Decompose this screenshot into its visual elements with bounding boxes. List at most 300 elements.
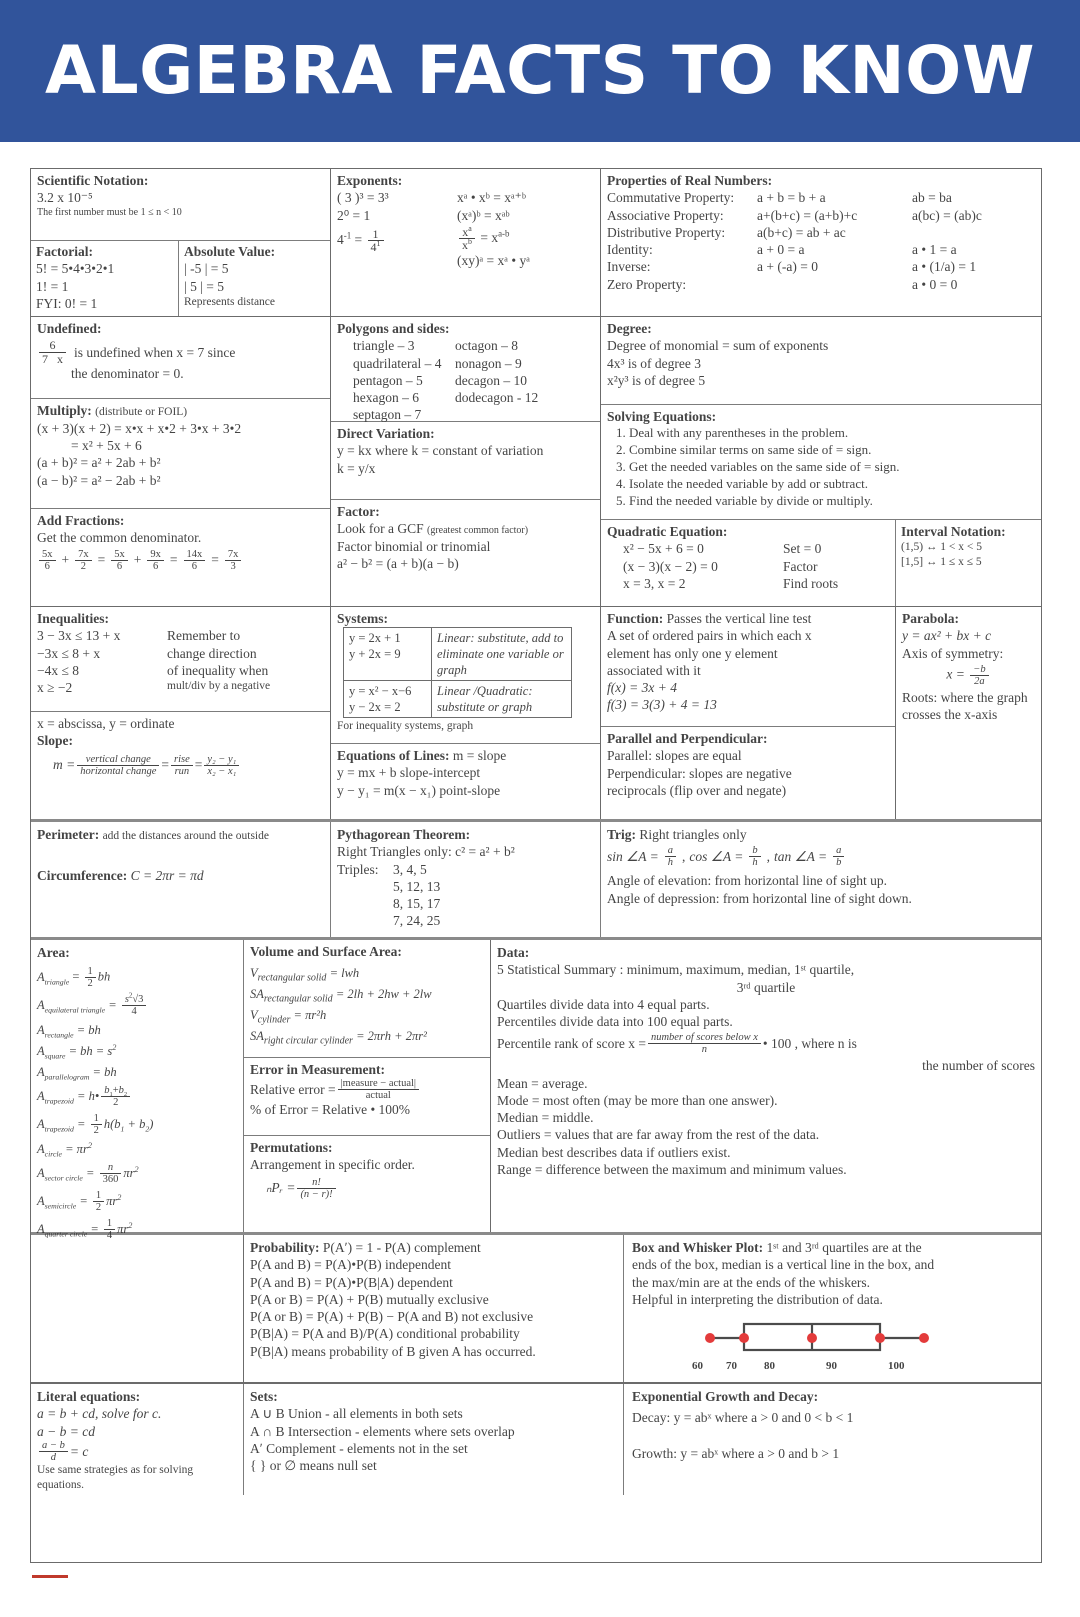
multiply-line-3: (a + b)² = a² + 2ab + b² [37, 455, 161, 471]
band-row-1 [31, 169, 1041, 317]
section-factorial-absolute [31, 241, 330, 316]
inequality-equation: −3x ≤ 8 + x [37, 645, 101, 661]
box-plot-svg [692, 1314, 942, 1356]
quadratic-note: Factor [783, 558, 818, 574]
property-row [607, 189, 1036, 206]
multiply-line-4: (a − b)² = a² − 2ab + b² [37, 472, 161, 488]
axis-label: 70 [726, 1360, 737, 1373]
parallel-perp-title: Parallel and Perpendicular: [607, 731, 768, 746]
col-2c [601, 317, 1041, 606]
col-2a [31, 317, 331, 606]
exponents-right-1: (xᵃ)ᵇ = xᵃᵇ [457, 207, 510, 223]
col-6a [31, 1235, 244, 1382]
solving-step: 5. Find the needed variable by divide or multiply. [629, 493, 1036, 510]
percentile-rank-label: Percentile rank of score x = [497, 1036, 646, 1052]
probability-title: Probability: [250, 1240, 320, 1255]
probability-line-6: P(B|A) means probability of B given A has occurred. [250, 1343, 536, 1359]
property-value-a: a+(b+c) = (a+b)+c [757, 207, 858, 223]
direct-variation-title: Direct Variation: [337, 426, 435, 441]
solving-step: 3. Get the needed variables on the same side of = sign. [629, 459, 1036, 476]
facts-grid [30, 168, 1042, 1563]
tan-numerator: a [833, 845, 844, 857]
add-fractions-subtitle: Get the common denominator. [37, 530, 202, 546]
max-point [919, 1333, 929, 1343]
function-line-3: associated with it [607, 662, 701, 678]
inequality-row [37, 627, 325, 644]
volume-equation: = πr²h [293, 1008, 327, 1023]
function-heading [607, 610, 890, 627]
relative-error-denominator: actual [365, 1090, 391, 1102]
inequality-note: Remember to [167, 628, 241, 644]
factorial-title: Factorial: [36, 244, 93, 259]
exponential-growth: Growth: y = abˣ where a > 0 and b > 1 [632, 1445, 840, 1461]
property-value-a: a + 0 = a [757, 242, 805, 258]
polygon-item: decagon – 10 [455, 372, 527, 388]
solving-step: 2. Combine similar terms on same side of = sign. [629, 442, 1036, 459]
area-subscript: trapezoid [44, 1124, 74, 1134]
col-3a [31, 607, 331, 819]
system-equation-1: y = 2x + 1 [349, 631, 401, 646]
factorial-line-1: 5! = 5•4•3•2•1 [36, 261, 115, 277]
exponential-title: Exponential Growth and Decay: [632, 1389, 819, 1404]
triple-item: 8, 15, 17 [393, 896, 441, 912]
parabola-denominator: 2a [974, 675, 985, 687]
quadratic-equation: x = 3, x = 2 [623, 575, 686, 591]
equations-lines-line-2: y − y₁ = m(x − x₁) point-slope [337, 782, 501, 798]
permutations-title: Permutations: [250, 1140, 333, 1155]
exponents-title: Exponents: [337, 173, 403, 188]
section-sets [244, 1384, 624, 1495]
system-equation-2: y + 2x = 9 [349, 647, 401, 662]
data-line-2: Quartiles divide data into 4 equal parts. [497, 996, 710, 1012]
quadratic-row [607, 558, 889, 575]
percentile-numerator: number of scores below x [648, 1032, 761, 1044]
polygon-item: pentagon – 5 [353, 372, 423, 388]
q1-point [739, 1333, 749, 1343]
area-formula: $A_{circle} = \pi r^2$ [37, 1141, 92, 1159]
inequalities-title: Inequalities: [37, 611, 110, 626]
trig-ratios: sin ∠A = $\frac{a}{h}$ , cos ∠A = $\frac{b}{h}$ , tan ∠A = $\frac{a}{b}$ [607, 845, 1035, 868]
data-median-note: Median best describes data if outliers exist. [497, 1144, 731, 1160]
solving-equations-steps [607, 425, 1036, 509]
multiply-line-2: = x² + 5x + 6 [71, 437, 142, 453]
inequality-equation: 3 − 3x ≤ 13 + x [37, 628, 121, 644]
parabola-title: Parabola: [902, 611, 959, 626]
percentile-denominator: n [701, 1044, 708, 1056]
area-formula: $A_{quarter circle}$ = $\frac{1}{4}$ $\pi r^2$ [37, 1218, 133, 1242]
sin-denominator: h [667, 857, 673, 869]
inequality-row [37, 645, 325, 662]
exponents-right-0: xᵃ • xᵇ = xᵃ⁺ᵇ [457, 190, 526, 206]
section-inequalities [31, 607, 330, 712]
band-row-6 [31, 1235, 1041, 1383]
area-formula: $A_{parallelogram}$ = bh [37, 1065, 117, 1082]
section-direct-variation [331, 422, 600, 500]
section-polygons [331, 317, 600, 422]
properties-title: Properties of Real Numbers: [607, 173, 773, 188]
sets-line-4: { } or ∅ means null set [250, 1458, 377, 1474]
fraction-numerator: 14x [184, 549, 206, 561]
property-value-b: a • 0 = 0 [912, 276, 958, 292]
slope-f1-denominator: horizontal change [80, 765, 157, 777]
absolute-value-line-3: Represents distance [184, 295, 276, 308]
cos-denominator: h [752, 857, 758, 869]
property-value-b: ab = ba [912, 190, 952, 206]
interval-notation-line-1: (1,5) ↔ 1 < x < 5 [901, 541, 983, 554]
properties-rows [607, 189, 1036, 293]
volume-formula: $SA_{rectangular solid} = 2lh + 2hw + 2lw$ [250, 987, 432, 1005]
section-systems [331, 607, 600, 744]
parabola-line-3: Roots: where the graph crosses the x-axis [902, 689, 1028, 723]
volume-equation: = lwh [329, 966, 360, 981]
section-box-whisker [624, 1235, 1041, 1382]
area-formula: $A_{sector circle}$ = $\frac{n}{360}$ $\pi r^2$ [37, 1162, 139, 1186]
section-volume-surface-area [244, 940, 490, 1058]
section-scientific-notation [31, 169, 330, 241]
area-subscript: trapezoid [44, 1096, 74, 1106]
data-mode: Mode = most often (may be more than one answer). [497, 1092, 778, 1108]
angle-depression: Angle of depression: from horizontal line of sight down. [607, 890, 912, 906]
exponential-decay: Decay: y = abˣ where a > 0 and 0 < b < 1 [632, 1410, 854, 1426]
q3-point [875, 1333, 885, 1343]
permutations-formula-left: ₙPᵣ = [266, 1180, 296, 1196]
volume-equation: = 2πrh + 2πr² [356, 1029, 427, 1044]
section-parabola [896, 607, 1041, 819]
systems-description: Linear /Quadratic: substitute or graph [432, 681, 572, 718]
exponents-left-2: $4^{-1}$ = $\frac{1}{4^1}$ [337, 228, 457, 254]
direct-variation-line-2: k = y/x [337, 460, 376, 476]
factor-line-3: a² − b² = (a + b)(a − b) [337, 556, 459, 572]
literal-line-3 [37, 1440, 237, 1463]
box-whisker-heading [632, 1239, 1033, 1256]
property-name: Distributive Property: [607, 224, 726, 240]
area-subscript: square [44, 1051, 66, 1061]
page-header-banner [0, 0, 1080, 142]
literal-line-2: a − b = cd [37, 1423, 95, 1439]
circumference-row [37, 867, 324, 884]
pythagorean-line-1: Right Triangles only: c² = a² + b² [337, 844, 515, 860]
fraction-denominator: 6 [191, 560, 197, 572]
literal-line-1: a = b + cd, solve for c. [37, 1406, 162, 1422]
data-outliers: Outliers = values that are far away from the rest of the data. [497, 1127, 820, 1143]
area-formula: $A_{equilateral triangle}$ = $\frac{s^2√3}{4}$ [37, 994, 237, 1017]
inequality-equation: x ≥ −2 [37, 680, 73, 696]
property-row [607, 207, 1036, 224]
probability-line-5: P(B|A) = P(A and B)/P(A) conditional probability [250, 1326, 520, 1342]
area-subscript: quarter circle [44, 1229, 88, 1239]
band-row-7 [31, 1383, 1041, 1495]
slope-f2-numerator: rise [171, 754, 193, 766]
undefined-text-b: the denominator = 0. [71, 366, 184, 382]
function-subtitle: Passes the vertical line test [666, 611, 812, 626]
polygon-item: hexagon – 6 [353, 390, 419, 406]
section-quadratic-interval [601, 520, 1041, 606]
section-trig [601, 822, 1041, 937]
factor-line-1-main: Look for a GCF [337, 521, 424, 537]
property-name: Associative Property: [607, 207, 724, 223]
property-row [607, 224, 1036, 241]
exponents-right-column [457, 189, 595, 269]
degree-line-1: Degree of monomial = sum of exponents [607, 338, 829, 354]
area-subscript: equilateral triangle [44, 1005, 106, 1015]
area-subscript: semicircle [44, 1201, 77, 1211]
fraction-denominator: 3 [230, 560, 236, 572]
section-literal-equations [31, 1384, 244, 1495]
section-factor [331, 500, 600, 606]
permutations-subtitle: Arrangement in specific order. [250, 1157, 415, 1173]
data-line-1b: 3ʳᵈ quartile [736, 979, 796, 995]
data-median: Median = middle. [497, 1110, 594, 1126]
degree-title: Degree: [607, 321, 652, 336]
axis-label: 80 [764, 1360, 775, 1373]
systems-title: Systems: [337, 611, 388, 626]
factor-line-1-note: (greatest common factor) [427, 525, 529, 537]
probability-line-0: P(Aʹ) = 1 - P(A) complement [322, 1240, 481, 1255]
triple-item: 3, 4, 5 [393, 861, 427, 877]
function-title: Function: [607, 611, 664, 626]
col-3c-left [601, 607, 896, 819]
literal-equals: = c [69, 1443, 89, 1459]
exponents-right-3: (xy)ᵃ = xᵃ • yᵃ [457, 252, 530, 268]
subsection-factorial [31, 241, 179, 316]
function-line-2: element has only one y element [607, 645, 778, 661]
property-name: Inverse: [607, 259, 651, 275]
tan-label: tan ∠A = [773, 849, 828, 865]
inequality-note: mult/div by a negative [167, 680, 271, 693]
publisher-logo [32, 1572, 71, 1582]
section-multiply [31, 399, 330, 509]
quadratic-equation: (x − 3)(x − 2) = 0 [623, 558, 718, 574]
min-point [705, 1333, 715, 1343]
volume-formula: $SA_{right circular cylinder} = 2\pi rh + 2\pi r^2$ [250, 1029, 427, 1047]
area-formula: $A_{trapezoid}$ = h• $\frac{b_1+b_2}{2}$ [37, 1085, 237, 1108]
triple-item: 7, 24, 25 [393, 913, 441, 929]
section-pythagorean [331, 822, 601, 937]
degree-line-2: 4x³ is of degree 3 [607, 355, 702, 371]
volume-equation: = 2lh + 2hw + 2lw [335, 987, 432, 1002]
area-formula: $A_{trapezoid}$ = $\frac{1}{2}$ $h(b_1 + b_2)$ [37, 1113, 154, 1137]
area-subscript: circle [44, 1149, 62, 1159]
quadratic-note: Set = 0 [783, 541, 822, 557]
section-equations-of-lines [331, 744, 600, 819]
cos-numerator: b [749, 845, 760, 857]
section-data [491, 940, 1041, 1232]
subsection-quadratic [601, 520, 896, 606]
area-subscript: rectangle [44, 1030, 74, 1040]
section-degree [601, 317, 1041, 405]
systems-table [343, 627, 572, 718]
inequality-row [37, 679, 325, 696]
property-name: Identity: [607, 242, 653, 258]
probability-heading [250, 1239, 617, 1256]
permutations-denominator: (n − r)! [300, 1188, 333, 1200]
property-value-b: a • 1 = a [912, 242, 957, 258]
interval-notation-line-2: [1,5] ↔ 1 ≤ x ≤ 5 [901, 555, 982, 568]
polygons-title: Polygons and sides: [337, 321, 450, 336]
area-subscript: parallelogram [44, 1072, 90, 1082]
sets-line-1: A ∪ B Union - all elements in both sets [250, 1406, 463, 1422]
volume-formula: $V_{rectangular solid}$ = lwh [250, 966, 360, 984]
fraction-numerator: 5x [111, 549, 128, 561]
perimeter-title: Perimeter: [37, 827, 100, 842]
band-row-5 [31, 940, 1041, 1242]
direct-variation-line-1: y = kx where k = constant of variation [337, 443, 544, 459]
section-solving-equations [601, 405, 1041, 520]
band-row-4 [31, 822, 1041, 940]
property-row [607, 258, 1036, 275]
box-plot-axis-labels [692, 1359, 942, 1373]
data-mean: Mean = average. [497, 1075, 588, 1091]
polygon-item: octagon – 8 [455, 338, 518, 354]
add-fractions-title: Add Fractions: [37, 513, 125, 528]
property-row [607, 276, 1036, 293]
property-value-b: a(bc) = (ab)c [912, 207, 982, 223]
factorial-line-3: FYI: 0! = 1 [36, 295, 98, 311]
volume-surface-title: Volume and Surface Area: [250, 944, 402, 959]
function-line-5: f(3) = 3(3) + 4 = 13 [607, 697, 717, 713]
quadratic-equation: x² − 5x + 6 = 0 [623, 541, 704, 557]
inequality-note: change direction [167, 645, 257, 661]
sin-numerator: a [665, 845, 676, 857]
relative-error-numerator: |measure − actual| [338, 1078, 419, 1090]
data-title: Data: [497, 945, 530, 960]
exponents-left-column [337, 189, 457, 269]
property-value-a [757, 276, 912, 293]
undefined-numerator: 6 [39, 339, 66, 353]
area-title: Area: [37, 945, 70, 960]
factor-title: Factor: [337, 504, 380, 519]
scientific-notation-note: The first number must be 1 ≤ n < 10 [37, 206, 182, 218]
volume-formula: $V_{cylinder} = \pi r^2h$ [250, 1008, 327, 1026]
perimeter-subtitle: add the distances around the outside [102, 830, 269, 842]
section-area [31, 940, 244, 1242]
col-3b [331, 607, 601, 819]
col-1c [601, 169, 1041, 316]
probability-line-1: P(A and B) = P(A)•P(B) independent [250, 1257, 451, 1273]
parallel-perp-line-1: Parallel: slopes are equal [607, 748, 742, 764]
function-line-4: f(x) = 3x + 4 [607, 680, 677, 696]
exponents-right-2: $\frac{x^a}{x^b}$ = $x^{a-b}$ [457, 226, 595, 252]
sets-title: Sets: [250, 1389, 278, 1404]
fraction-denominator: 2 [80, 560, 86, 572]
section-function [601, 607, 895, 727]
median-point [807, 1333, 817, 1343]
perimeter-heading [37, 826, 324, 844]
solving-step: 4. Isolate the needed variable by add or subtract. [629, 476, 1036, 493]
inequality-equation: −4x ≤ 8 [37, 662, 80, 678]
solving-equations-title: Solving Equations: [607, 409, 717, 424]
property-value-a: a + b = b + a [757, 190, 826, 206]
factorial-line-2: 1! = 1 [36, 278, 69, 294]
interval-notation-title: Interval Notation: [901, 524, 1006, 539]
section-slope [31, 712, 330, 819]
band-row-3 [31, 607, 1041, 822]
section-properties-real-numbers [601, 169, 1041, 316]
exponents-left-1: 2⁰ = 1 [337, 207, 371, 223]
area-formula: $A_{square}$ = bh = $s^2$ [37, 1043, 117, 1061]
box-whisker-title: Box and Whisker Plot: [632, 1240, 764, 1255]
probability-line-3: P(A or B) = P(A) + P(B) mutually exclusive [250, 1291, 489, 1307]
probability-line-2: P(A and B) = P(A)•P(B|A) dependent [250, 1274, 453, 1290]
box-whisker-line-2: ends of the box, median is a vertical line in the box, and [632, 1257, 935, 1273]
section-probability [244, 1235, 624, 1382]
system-equation-2: y − 2x = 2 [349, 700, 401, 715]
add-fractions-terms: $\frac{5x}{6}$ + $\frac{7x}{2}$ = $\frac{5x}{6}$ + $\frac{9x}{6}$ = $\frac{14x}{6}$ = $\frac{7x}{3}$ [37, 549, 325, 572]
property-value-a: a + (-a) = 0 [757, 259, 818, 275]
fraction-denominator: 6 [116, 560, 123, 572]
absolute-value-title: Absolute Value: [184, 244, 276, 259]
multiply-title: Multiply: [37, 403, 92, 418]
section-add-fractions [31, 509, 330, 606]
circumference-formula: C = 2πr = πd [130, 867, 204, 883]
sets-line-3: Aʹ Complement - elements not in the set [250, 1440, 468, 1456]
box-plot-graphic [692, 1314, 942, 1358]
degree-line-3: x²y³ is of degree 5 [607, 372, 706, 388]
section-exponential [624, 1384, 1041, 1495]
polygon-item: septagon – 7 [353, 407, 422, 423]
percent-error: % of Error = Relative • 100% [250, 1102, 411, 1118]
section-perimeter [31, 822, 331, 937]
section-exponents [331, 169, 600, 316]
fraction-numerator: 5x [39, 549, 56, 561]
fraction-numerator: 7x [225, 549, 242, 561]
percentile-tail-2: the number of scores [922, 1058, 1035, 1074]
quadratic-title: Quadratic Equation: [607, 524, 728, 539]
slope-f3-numerator: y₂ − y₁ [204, 754, 239, 766]
polygon-item: triangle – 3 [353, 338, 415, 354]
quadratic-row [607, 575, 889, 592]
parallel-perp-line-2: Perpendicular: slopes are negative [607, 765, 792, 781]
col-1b [331, 169, 601, 316]
col-1a [31, 169, 331, 316]
polygon-item: quadrilateral – 4 [353, 355, 442, 371]
parabola-line-2: Axis of symmetry: [902, 645, 1004, 661]
section-undefined [31, 317, 330, 399]
polygon-item: dodecagon - 12 [455, 390, 539, 406]
undefined-expression [37, 339, 325, 365]
fraction-denominator: 6 [44, 560, 50, 572]
parabola-line-1: y = ax² + bx + c [902, 628, 992, 644]
slope-axes-note: x = abscissa, y = ordinate [37, 716, 175, 731]
sets-line-2: A ∩ B Intersection - elements where sets overlap [250, 1423, 515, 1439]
slope-m-label: m = [53, 757, 76, 773]
factor-line-1 [337, 520, 595, 538]
literal-line-4: Use same strategies as for solving equations. [37, 1463, 194, 1491]
percentile-rank-formula [497, 1032, 1035, 1055]
absolute-value-line-2: | 5 | = 5 [184, 278, 225, 294]
absolute-value-line-1: | -5 | = 5 [184, 261, 229, 277]
section-error-measurement [244, 1058, 490, 1136]
undefined-text-a: is undefined when x = 7 since [74, 344, 236, 360]
trig-subtitle: Right triangles only [639, 827, 747, 842]
slope-f3-denominator: x₂ − x₁ [207, 765, 237, 777]
property-row [607, 241, 1036, 258]
equations-lines-title: Equations of Lines: [337, 748, 450, 763]
col-5b [244, 940, 491, 1232]
inequality-row [37, 662, 325, 679]
literal-equations-title: Literal equations: [37, 1389, 141, 1404]
scientific-notation-title: Scientific Notation: [37, 173, 149, 188]
subsection-absolute-value [179, 241, 330, 316]
parabola-axis-formula [902, 664, 1035, 687]
axis-label: 100 [888, 1360, 905, 1373]
slope-f2-denominator: run [174, 765, 190, 777]
systems-description: Linear: substitute, add to eliminate one variable or graph [432, 628, 572, 681]
slope-formula: m = vertical change horizontal change = rise run = $\frac{\text{y₂ − y₁}}{\text{x₂ − x₁}}$ [37, 754, 325, 777]
data-line-3: Percentiles divide data into 100 equal parts. [497, 1014, 733, 1030]
equations-lines-heading [337, 747, 595, 764]
function-line-1: A set of ordered pairs in which each x [607, 628, 812, 644]
